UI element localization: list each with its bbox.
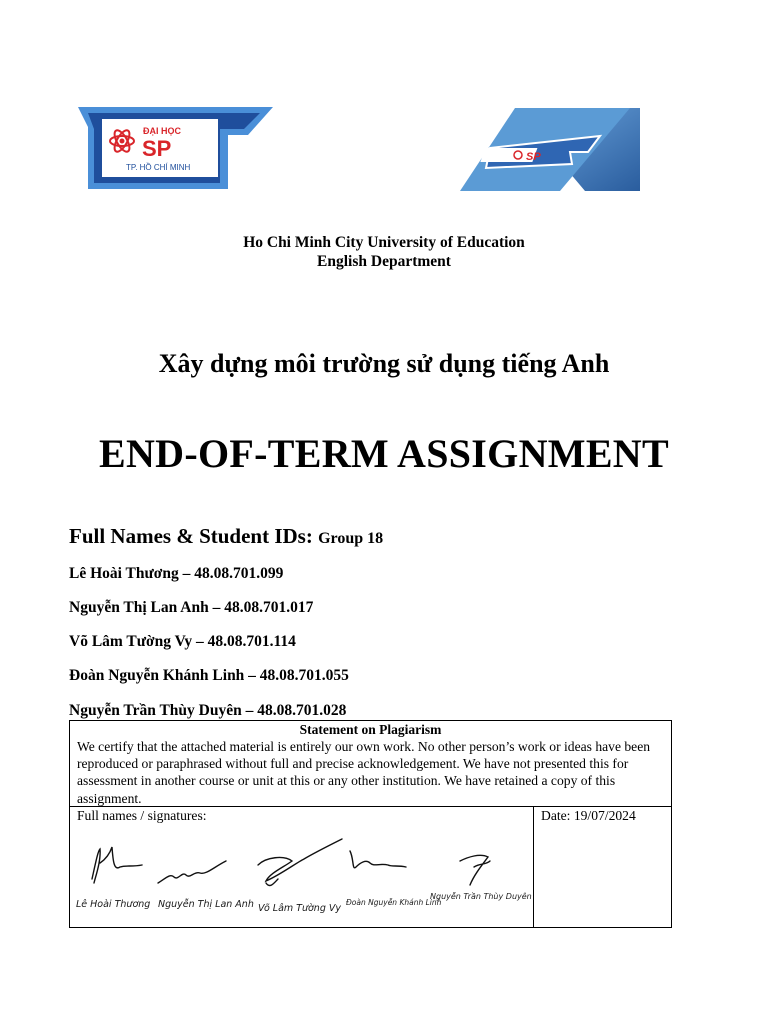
logo-text-city: TP. HỒ CHÍ MINH [126, 163, 191, 172]
students-heading-label: Full Names & Student IDs: [69, 524, 313, 548]
signed-name: Đoàn Nguyễn Khánh Linh [346, 898, 442, 907]
students-heading [69, 524, 383, 549]
signed-name: Nguyễn Trần Thùy Duyên [430, 892, 532, 901]
signatures-label: Full names / signatures: [77, 808, 207, 823]
divider [70, 806, 671, 807]
signed-name: Lê Hoài Thương [76, 899, 151, 910]
divider [533, 806, 534, 928]
plagiarism-body: We certify that the attached material is entirely our own work. No other person’s work or ideas have been reproduced or paraphrased without full and precise acknowledgement. We have not presented this for assessment in another course or unit at this or any other institution. We have retained a copy of this assignment. [77, 739, 651, 806]
student-entry: Nguyễn Trần Thùy Duyên – 48.08.701.028 [69, 702, 347, 719]
group-number: Group 18 [318, 530, 384, 547]
signatures-area [70, 831, 533, 927]
student-entry: Đoàn Nguyễn Khánh Linh – 48.08.701.055 [69, 667, 349, 684]
assignment-title: END-OF-TERM ASSIGNMENT [99, 431, 669, 476]
plagiarism-title: Statement on Plagiarism [299, 722, 442, 737]
department-logo [460, 108, 640, 191]
student-entry: Nguyễn Thị Lan Anh – 48.08.701.017 [69, 599, 314, 616]
department-name: English Department [317, 253, 451, 270]
course-title: Xây dựng môi trường sử dụng tiếng Anh [158, 349, 610, 378]
logo-text-daihoc: ĐẠI HỌC [143, 126, 181, 136]
logo-text-sp: SP [142, 136, 172, 161]
logo2-text-sp: SP [526, 151, 541, 163]
signed-name: Võ Lâm Tường Vy [258, 903, 341, 914]
student-entry: Lê Hoài Thương – 48.08.701.099 [69, 565, 284, 582]
signed-name: Nguyễn Thị Lan Anh [158, 899, 254, 910]
institution-header [0, 233, 768, 271]
signature-mark [92, 839, 490, 886]
student-entry: Võ Lâm Tường Vy – 48.08.701.114 [69, 633, 296, 650]
date-field: Date: 19/07/2024 [541, 808, 636, 823]
university-name: Ho Chi Minh City University of Education [243, 234, 525, 251]
plagiarism-statement-box [69, 720, 672, 928]
university-logo [78, 105, 273, 191]
